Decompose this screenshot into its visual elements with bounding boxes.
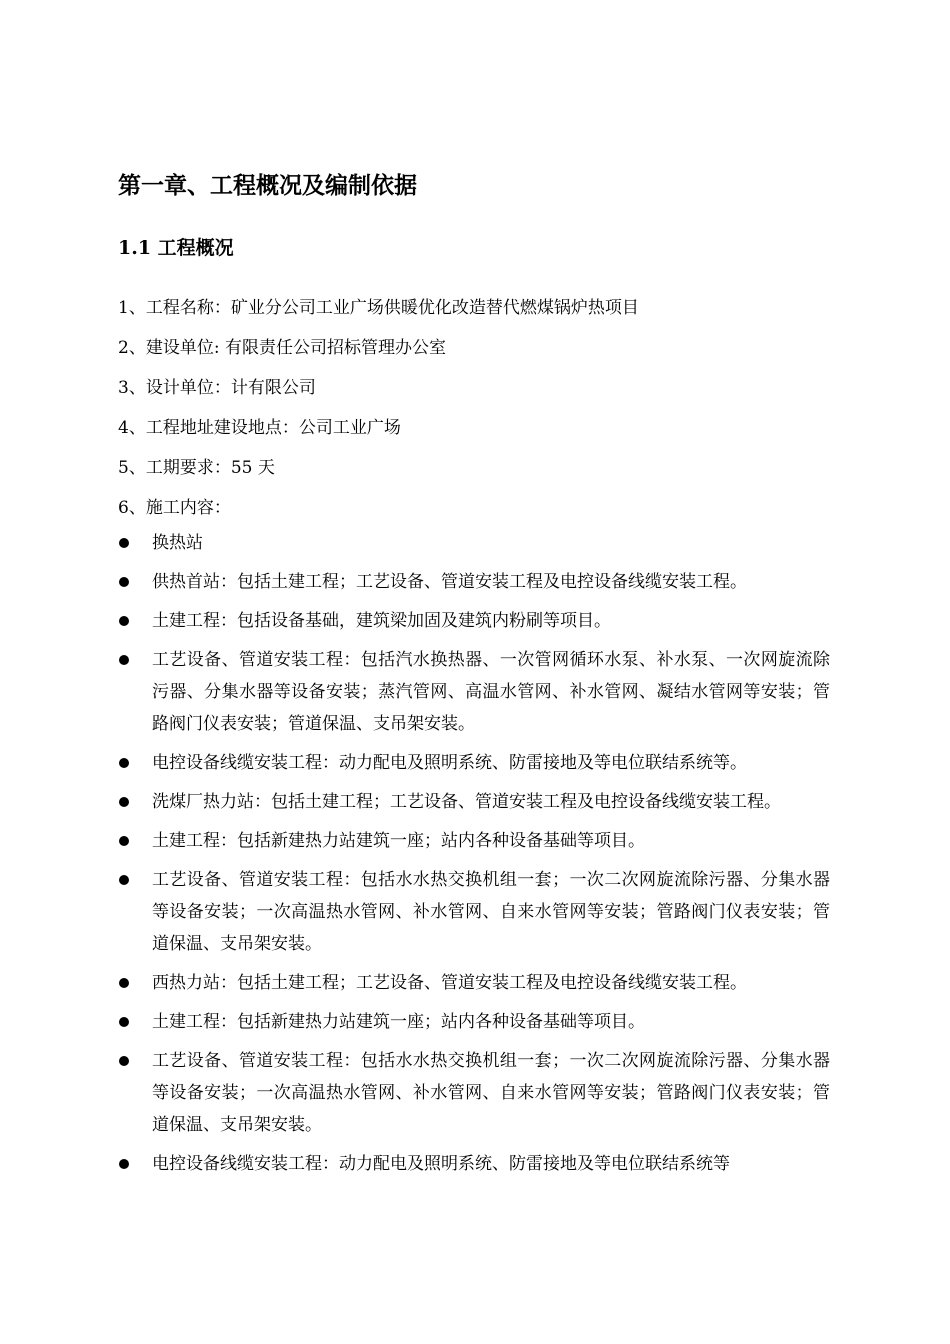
bullet-icon [119,836,129,846]
info-project-address: 4、工程地址建设地点：公司工业广场 [118,418,401,438]
section-title: 1.1 工程概况 [118,237,234,259]
list-item [118,527,830,559]
list-item [118,967,830,999]
bullet-text: 土建工程：包括设备基础，建筑梁加固及建筑内粉刷等项目。 [152,611,611,631]
list-item [118,786,830,818]
list-item [118,1148,830,1180]
bullet-text: 西热力站：包括土建工程；工艺设备、管道安装工程及电控设备线缆安装工程。 [152,973,747,993]
list-item [118,1045,830,1141]
bullet-icon [119,1159,129,1169]
bullet-icon [119,1056,129,1066]
info-duration: 5、工期要求：55 天 [118,458,275,478]
info-construction-content: 6、施工内容： [118,498,231,518]
construction-content-list [118,527,830,1187]
bullet-text: 土建工程：包括新建热力站建筑一座；站内各种设备基础等项目。 [152,1012,645,1032]
bullet-icon [119,797,129,807]
list-item [118,864,830,960]
bullet-icon [119,577,129,587]
list-item [118,566,830,598]
bullet-text: 工艺设备、管道安装工程：包括水水热交换机组一套；一次二次网旋流除污器、分集水器等设备安装；一次高温热水管网、补水管网、自来水管网等安装；管路阀门仪表安装；管道保温、支吊架安装。 [152,1051,830,1135]
bullet-icon [119,1017,129,1027]
info-construction-unit: 2、建设单位: 有限责任公司招标管理办公室 [118,338,446,358]
bullet-text: 电控设备线缆安装工程：动力配电及照明系统、防雷接地及等电位联结系统等 [152,1154,730,1174]
bullet-text: 供热首站：包括土建工程；工艺设备、管道安装工程及电控设备线缆安装工程。 [152,572,747,592]
list-item [118,825,830,857]
bullet-text: 电控设备线缆安装工程：动力配电及照明系统、防雷接地及等电位联结系统等。 [152,753,747,773]
list-item [118,747,830,779]
bullet-text: 工艺设备、管道安装工程：包括水水热交换机组一套；一次二次网旋流除污器、分集水器等设备安装；一次高温热水管网、补水管网、自来水管网等安装；管路阀门仪表安装；管道保温、支吊架安装。 [152,870,830,954]
info-design-unit: 3、设计单位：计有限公司 [118,378,316,398]
list-item [118,644,830,740]
bullet-icon [119,655,129,665]
chapter-title: 第一章、工程概况及编制依据 [118,172,417,199]
bullet-text: 工艺设备、管道安装工程：包括汽水换热器、一次管网循环水泵、补水泵、一次网旋流除污器、分集水器等设备安装；蒸汽管网、高温水管网、补水管网、凝结水管网等安装；管路阀门仪表安装；管道保温、支吊架安装。 [152,650,830,734]
bullet-icon [119,538,129,548]
project-info-list [118,288,830,528]
list-item [118,1006,830,1038]
bullet-icon [119,616,129,626]
bullet-icon [119,758,129,768]
bullet-icon [119,875,129,885]
list-item [118,605,830,637]
bullet-text: 洗煤厂热力站：包括土建工程；工艺设备、管道安装工程及电控设备线缆安装工程。 [152,792,781,812]
bullet-text: 换热站 [152,533,203,553]
bullet-icon [119,978,129,988]
info-project-name: 1、工程名称：矿业分公司工业广场供暖优化改造替代燃煤锅炉热项目 [118,298,639,318]
bullet-text: 土建工程：包括新建热力站建筑一座；站内各种设备基础等项目。 [152,831,645,851]
